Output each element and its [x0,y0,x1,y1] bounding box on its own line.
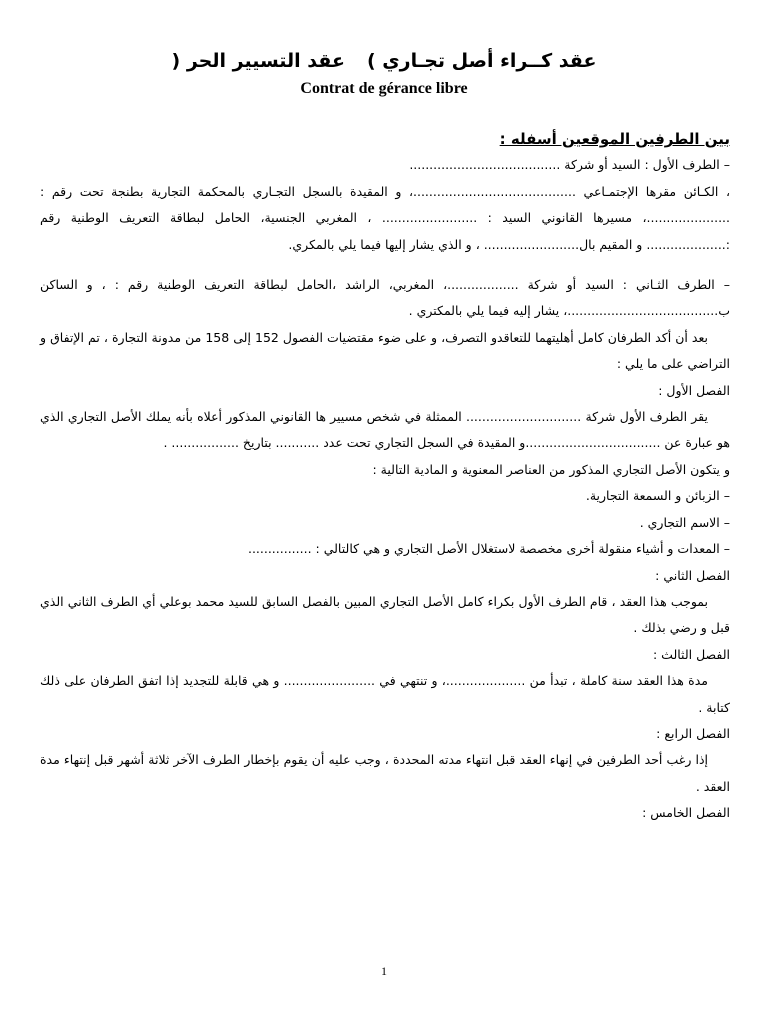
element-item-trade-name: – الاسم التجاري . [639,514,730,530]
document-body [40,126,730,827]
elements-intro: و يتكون الأصل التجاري المذكور من العناصر المعنوية و المادية التالية : [372,461,730,477]
second-party-details: – الطرف الثـاني : السيد أو شركة ..................، المغربي، الراشد ،الحامل لبطاقة التعريف الوطنية رقم : ، و الساكن ب......................................، يشار إليه فيما يلي بالمكتري . [40,277,730,319]
parties-heading: بين الطرفين الموقعين أسفله : [499,130,730,148]
agreement-preamble: بعد أن أكد الطرفان كامل أهليتهما للتعاقدو التصرف، و على ضوء مقتضيات الفصول 152 إلى 158 من مدونة التجارة ، تم الإتفاق و التراضي على ما يلي : [40,329,730,372]
article-1-heading: الفصل الأول : [658,382,730,398]
article-3-text: مدة هذا العقد سنة كاملة ، تبدأ من ....................، و تنتهي في ....................... و هي قابلة للتجديد إذا اتفق الطرفان على ذلك كتابة . [40,673,730,715]
first-party-details: ، الكـائن مقرها الإجتمـاعي .........................................، و المقيدة بالسجل التجـاري بالمحكمة التجارية بطنجة تحت رقم : .....................، مسيرها القانوني السيد : ........................ ، المغربي الجنسية، الحامل لبطاقة التعريف الوطنية رقم :.................... و المقيم بال........................ ، و الذي يشار إليها فيما يلي بالمكري. [40,183,730,252]
element-item-clientele: – الزبائن و السمعة التجارية. [585,488,730,504]
first-party-line: – الطرف الأول : السيد أو شركة ...................................... [409,157,730,173]
article-2-heading: الفصل الثاني : [655,567,730,583]
article-5-heading: الفصل الخامس : [642,805,730,821]
document-title [0,50,768,72]
element-item-equipment: – المعدات و أشياء منقولة أخرى مخصصة لاستغلال الأصل التجاري و هي كالتالي : ................ [247,541,730,557]
title-part-2: عقد التسيير الحر ( [171,50,345,72]
title-part-1: عقد كــراء أصل تجـاري ) [366,50,597,72]
document-subtitle: Contrat de gérance libre [300,80,468,97]
article-2-text: بموجب هذا العقد ، قام الطرف الأول بكراء كامل الأصل التجاري المبين بالفصل السابق للسيد محمد بوعلي أي الطرف الثاني الذي قبل و رضي بذلك . [40,593,730,636]
article-3-heading: الفصل الثالث : [652,646,730,662]
article-1-text: يقر الطرف الأول شركة ............................. الممثلة في شخص مسيير ها القانوني المذكور أعلاه بأنه يملك الأصل التجاري الذي هو عبارة عن ..................................و المقيدة في السجل التجاري تحت عدد ........... بتاريخ ................. . [40,409,730,451]
article-4-text: إذا رغب أحد الطرفين في إنهاء العقد قبل انتهاء مدته المحددة ، وجب عليه أن يقوم بإخطار الطرف الآخر ثلاثة أشهر قبل إنتهاء مدة العقد . [40,752,730,794]
article-4-heading: الفصل الرابع : [656,725,730,741]
page-number: 1 [381,964,387,978]
